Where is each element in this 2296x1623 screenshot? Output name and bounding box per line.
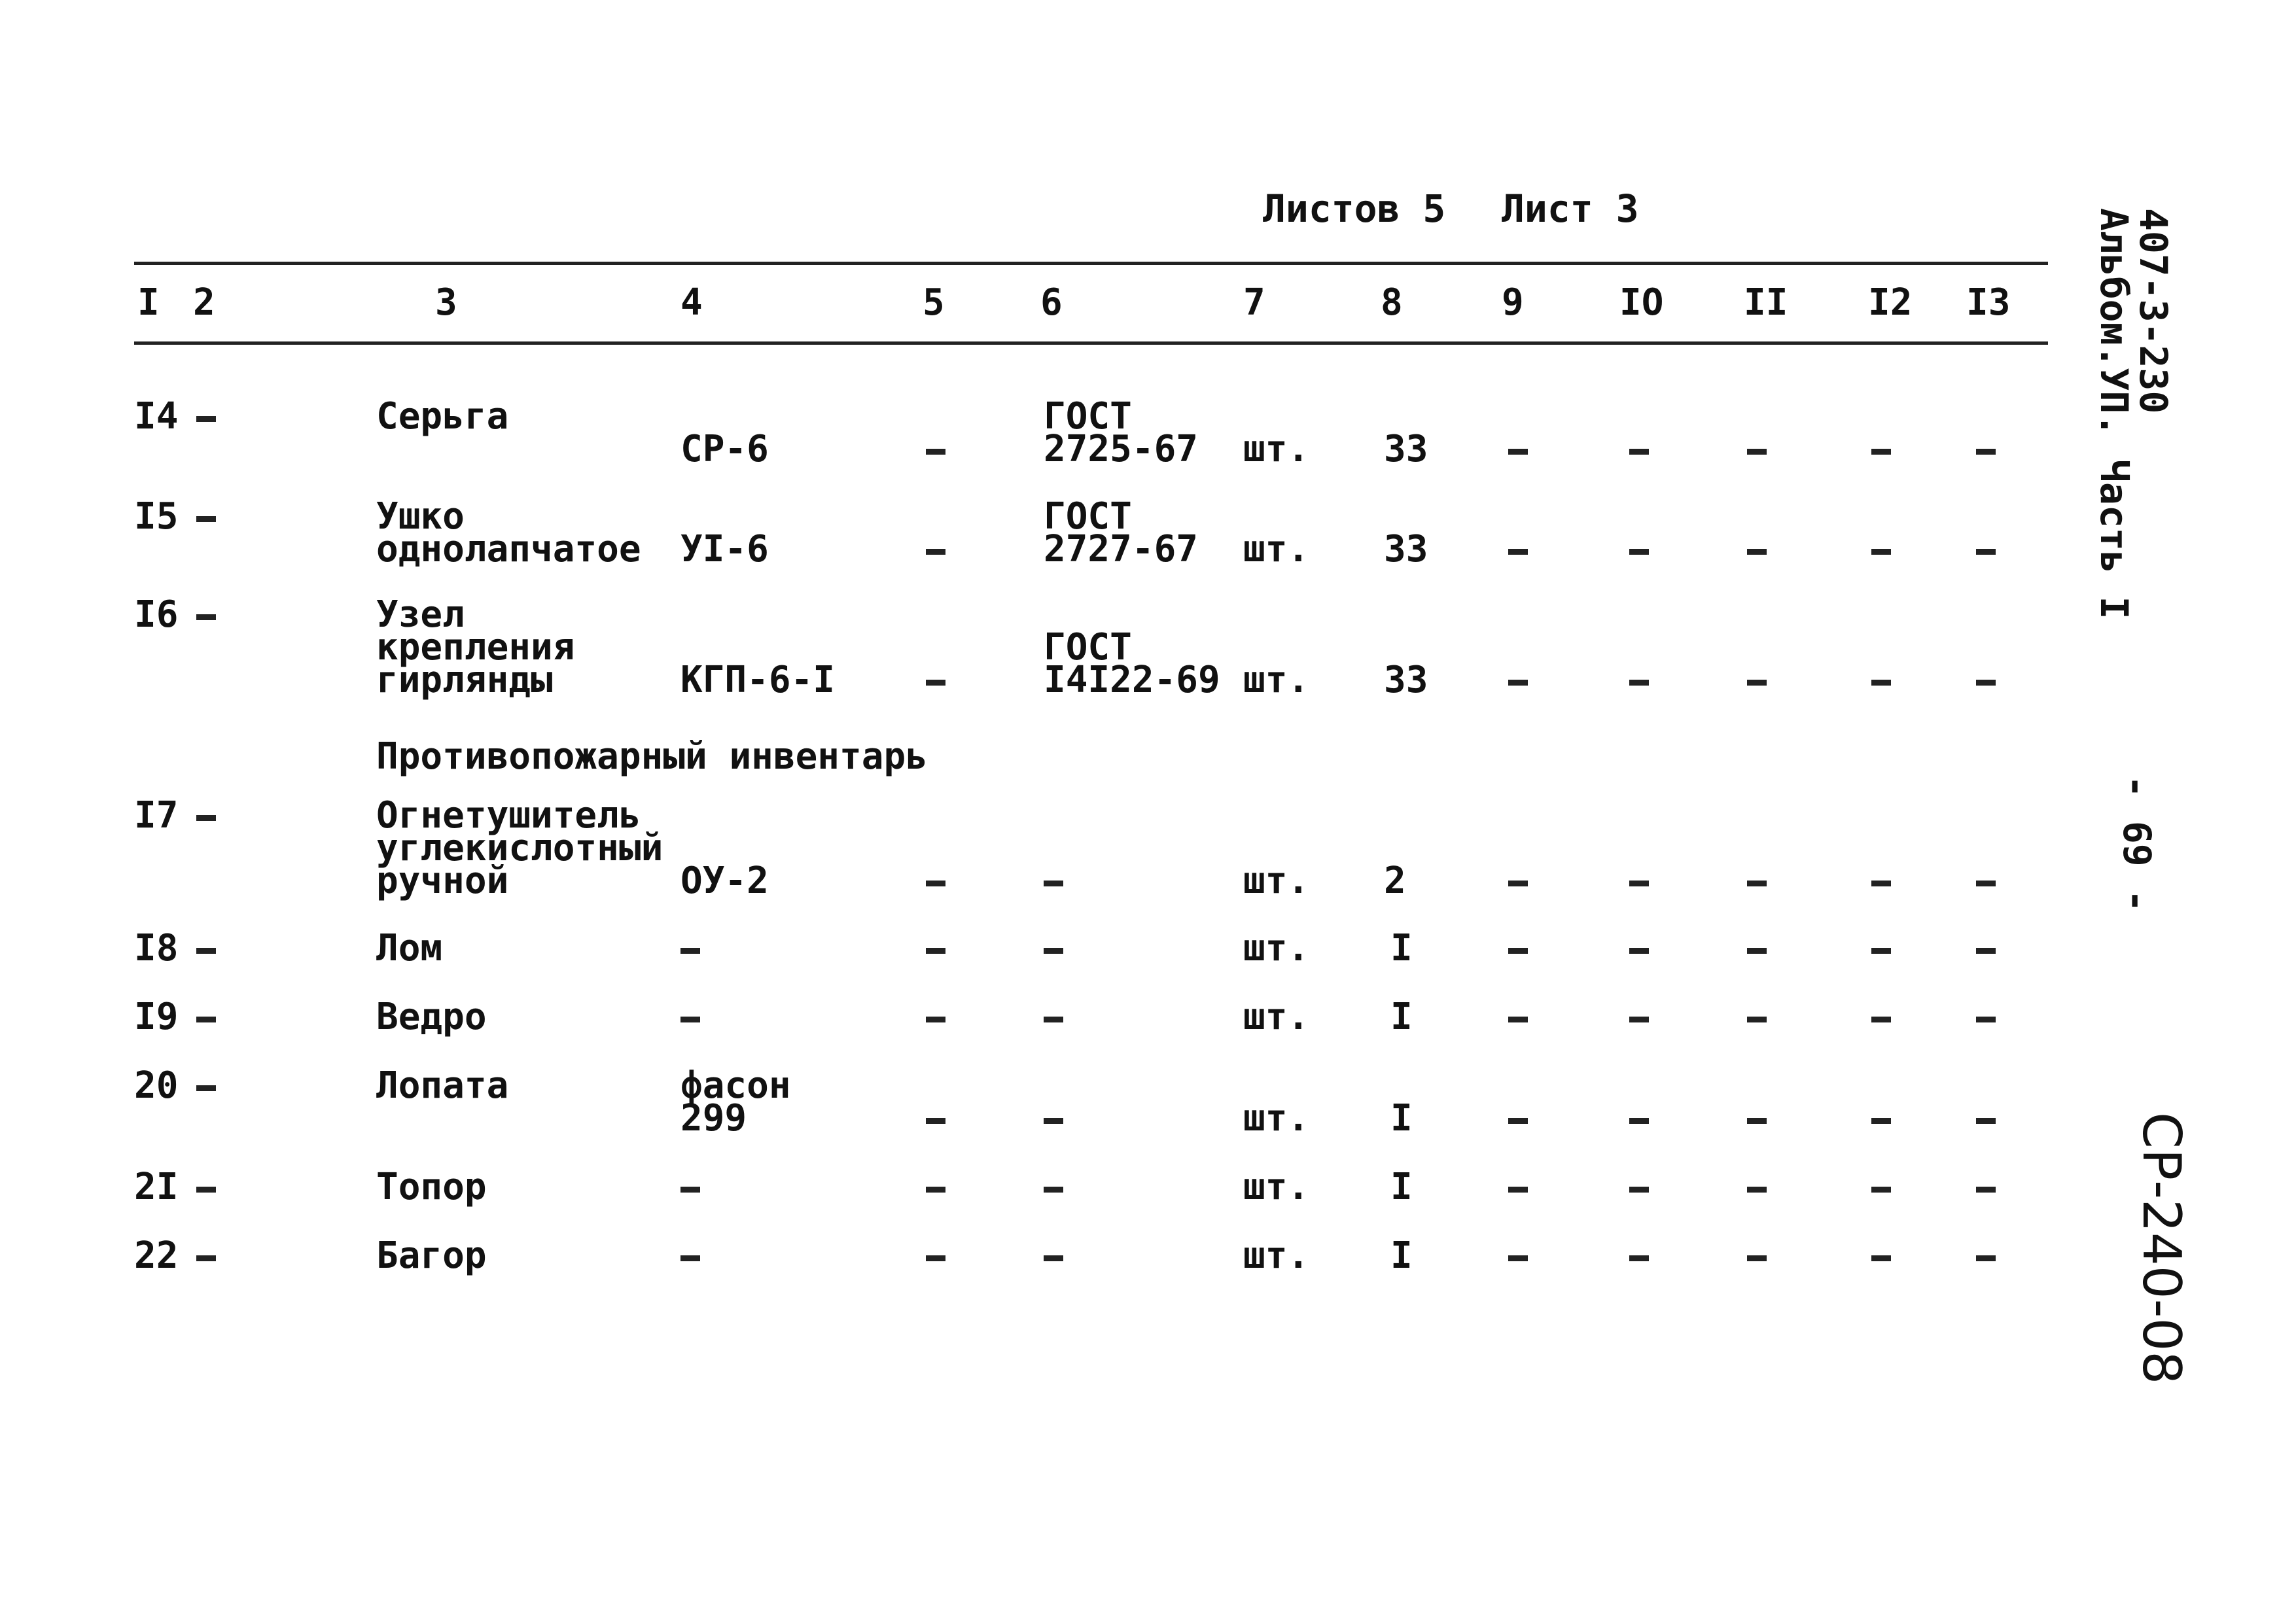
- row-number: 20: [134, 1064, 179, 1107]
- column-number: I2: [1868, 281, 1913, 324]
- item-unit: шт.: [1243, 927, 1310, 969]
- empty-col-dash: [1747, 948, 1767, 954]
- item-name: Огнетушитель: [376, 794, 641, 837]
- row-number: I9: [134, 996, 179, 1038]
- item-mark: КГП-6-I: [680, 659, 836, 701]
- item-mark: 299: [680, 1097, 747, 1140]
- empty-col-dash: [1976, 1118, 1996, 1124]
- empty-col-dash: [1871, 1118, 1891, 1124]
- item-document-dash: [1044, 948, 1063, 954]
- item-document-dash: [1044, 881, 1063, 886]
- item-name: Серьга: [376, 395, 509, 438]
- item-unit: шт.: [1243, 1234, 1310, 1277]
- row-col2-dash: [196, 948, 216, 954]
- row-number: I4: [134, 395, 179, 438]
- col5-dash: [926, 680, 945, 686]
- empty-col-dash: [1508, 1017, 1528, 1022]
- column-number: 9: [1502, 281, 1524, 324]
- item-document: 2725-67: [1044, 428, 1199, 470]
- empty-col-dash: [1976, 1017, 1996, 1022]
- empty-col-dash: [1976, 549, 1996, 555]
- col5-dash: [926, 881, 945, 886]
- section-heading: Противопожарный инвентарь: [376, 735, 928, 778]
- empty-col-dash: [1629, 881, 1649, 886]
- row-col2-dash: [196, 1085, 216, 1091]
- sheets-total: Листов 5: [1263, 186, 1446, 231]
- empty-col-dash: [1508, 1118, 1528, 1124]
- column-number: 2: [193, 281, 215, 324]
- empty-col-dash: [1629, 1017, 1649, 1022]
- empty-col-dash: [1871, 549, 1891, 555]
- item-mark: фасон: [680, 1064, 791, 1107]
- item-quantity: I: [1390, 927, 1413, 969]
- empty-col-dash: [1747, 680, 1767, 686]
- item-document-dash: [1044, 1017, 1063, 1022]
- column-number: II: [1744, 281, 1788, 324]
- empty-col-dash: [1629, 1187, 1649, 1193]
- empty-col-dash: [1976, 948, 1996, 954]
- column-number: 5: [923, 281, 945, 324]
- item-name: однолапчатое: [376, 528, 641, 570]
- row-number: I8: [134, 927, 179, 969]
- item-name: гирлянды: [376, 659, 553, 701]
- item-unit: шт.: [1243, 996, 1310, 1038]
- empty-col-dash: [1871, 948, 1891, 954]
- empty-col-dash: [1629, 680, 1649, 686]
- empty-col-dash: [1508, 1187, 1528, 1193]
- empty-col-dash: [1871, 1255, 1891, 1261]
- col5-dash: [926, 948, 945, 954]
- empty-col-dash: [1976, 1255, 1996, 1261]
- row-col2-dash: [196, 1255, 216, 1261]
- empty-col-dash: [1508, 549, 1528, 555]
- item-name: Ведро: [376, 996, 487, 1038]
- row-col2-dash: [196, 614, 216, 620]
- empty-col-dash: [1976, 881, 1996, 886]
- col5-dash: [926, 1017, 945, 1022]
- item-unit: шт.: [1243, 659, 1310, 701]
- header-top-rule: [134, 262, 2048, 265]
- empty-col-dash: [1747, 881, 1767, 886]
- empty-col-dash: [1976, 449, 1996, 455]
- item-quantity: 33: [1384, 659, 1428, 701]
- column-number: 4: [680, 281, 703, 324]
- item-quantity: 33: [1384, 528, 1428, 570]
- row-col2-dash: [196, 416, 216, 422]
- col5-dash: [926, 1187, 945, 1193]
- empty-col-dash: [1976, 1187, 1996, 1193]
- empty-col-dash: [1508, 1255, 1528, 1261]
- item-name: Ушко: [376, 495, 465, 538]
- empty-col-dash: [1508, 449, 1528, 455]
- column-number: 3: [435, 281, 457, 324]
- item-mark: ОУ-2: [680, 860, 769, 902]
- empty-col-dash: [1629, 449, 1649, 455]
- item-name: Лом: [376, 927, 443, 969]
- item-name: Лопата: [376, 1064, 509, 1107]
- item-quantity: 2: [1384, 860, 1406, 902]
- item-name: Багор: [376, 1234, 487, 1277]
- empty-col-dash: [1747, 449, 1767, 455]
- col5-dash: [926, 549, 945, 555]
- column-number: I: [137, 281, 160, 324]
- item-unit: шт.: [1243, 860, 1310, 902]
- empty-col-dash: [1508, 948, 1528, 954]
- empty-col-dash: [1629, 1118, 1649, 1124]
- item-document-dash: [1044, 1118, 1063, 1124]
- item-name: углекислотный: [376, 827, 663, 869]
- item-quantity: I: [1390, 1166, 1413, 1208]
- item-document: ГОСТ: [1044, 626, 1132, 669]
- column-number: 8: [1381, 281, 1403, 324]
- item-quantity: I: [1390, 996, 1413, 1038]
- empty-col-dash: [1871, 1187, 1891, 1193]
- item-name: Узел: [376, 593, 465, 636]
- item-document: ГОСТ: [1044, 495, 1132, 538]
- item-quantity: I: [1390, 1097, 1413, 1140]
- column-number: 6: [1040, 281, 1063, 324]
- item-mark-dash: [680, 948, 700, 954]
- row-number: I6: [134, 593, 179, 636]
- album-code: 407-3-230: [2131, 208, 2176, 414]
- item-name: крепления: [376, 626, 575, 669]
- col5-dash: [926, 1255, 945, 1261]
- empty-col-dash: [1629, 549, 1649, 555]
- row-number: 2I: [134, 1166, 179, 1208]
- row-col2-dash: [196, 516, 216, 522]
- item-mark-dash: [680, 1255, 700, 1261]
- item-mark: УI-6: [680, 528, 769, 570]
- album-part: Альбом.УП. Часть I: [2092, 208, 2136, 620]
- row-number: I5: [134, 495, 179, 538]
- item-unit: шт.: [1243, 428, 1310, 470]
- empty-col-dash: [1629, 1255, 1649, 1261]
- empty-col-dash: [1747, 1255, 1767, 1261]
- empty-col-dash: [1508, 680, 1528, 686]
- empty-col-dash: [1871, 449, 1891, 455]
- item-mark-dash: [680, 1187, 700, 1193]
- item-quantity: I: [1390, 1234, 1413, 1277]
- item-unit: шт.: [1243, 1166, 1310, 1208]
- item-quantity: 33: [1384, 428, 1428, 470]
- row-number: I7: [134, 794, 179, 837]
- empty-col-dash: [1747, 1118, 1767, 1124]
- page-number: - 69 -: [2115, 775, 2159, 913]
- item-name: ручной: [376, 860, 509, 902]
- item-document-dash: [1044, 1255, 1063, 1261]
- empty-col-dash: [1747, 1187, 1767, 1193]
- row-col2-dash: [196, 1187, 216, 1193]
- empty-col-dash: [1747, 549, 1767, 555]
- empty-col-dash: [1508, 881, 1528, 886]
- column-number: I3: [1966, 281, 2011, 324]
- row-col2-dash: [196, 1017, 216, 1022]
- empty-col-dash: [1871, 881, 1891, 886]
- empty-col-dash: [1871, 680, 1891, 686]
- document-code: СР-240-08: [2131, 1112, 2192, 1385]
- column-number: IO: [1619, 281, 1664, 324]
- col5-dash: [926, 1118, 945, 1124]
- empty-col-dash: [1871, 1017, 1891, 1022]
- item-document: ГОСТ: [1044, 395, 1132, 438]
- row-col2-dash: [196, 815, 216, 821]
- item-document-dash: [1044, 1187, 1063, 1193]
- col5-dash: [926, 449, 945, 455]
- row-number: 22: [134, 1234, 179, 1277]
- item-mark: СР-6: [680, 428, 769, 470]
- empty-col-dash: [1747, 1017, 1767, 1022]
- item-document: 2727-67: [1044, 528, 1199, 570]
- item-mark-dash: [680, 1017, 700, 1022]
- item-document: I4I22-69: [1044, 659, 1220, 701]
- item-unit: шт.: [1243, 528, 1310, 570]
- column-number: 7: [1243, 281, 1265, 324]
- sheet-number: Лист 3: [1502, 186, 1639, 231]
- item-unit: шт.: [1243, 1097, 1310, 1140]
- header-bottom-rule: [134, 341, 2048, 345]
- item-name: Топор: [376, 1166, 487, 1208]
- empty-col-dash: [1629, 948, 1649, 954]
- empty-col-dash: [1976, 680, 1996, 686]
